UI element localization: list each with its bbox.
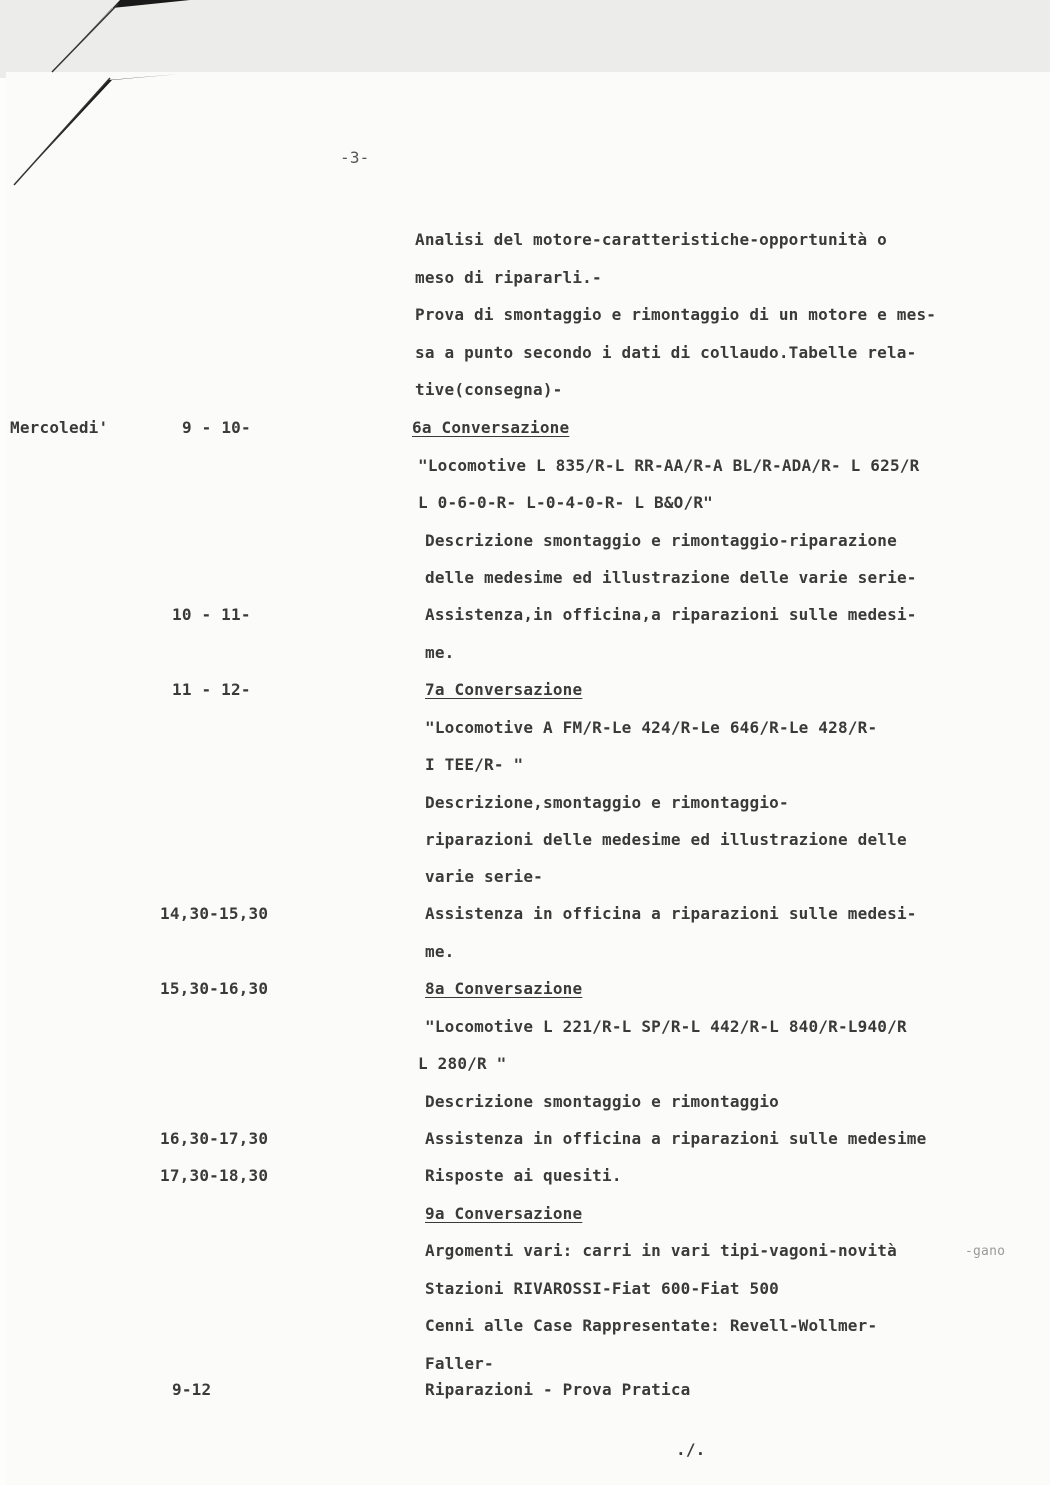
intro-line: Analisi del motore-caratteristiche-opportunità o (415, 230, 887, 249)
intro-line: Prova di smontaggio e rimontaggio di un motore e mes- (415, 305, 937, 324)
conversation-line: L 280/R " (418, 1054, 507, 1073)
time-slot: 17,30-18,30 (160, 1166, 269, 1185)
conversation-line: "Locomotive L 221/R-L SP/R-L 442/R-L 840/R-L940/R (425, 1017, 907, 1036)
assistance-line: Assistenza in officina a riparazioni sulle medesi- (425, 904, 917, 923)
conversation-heading: 7a Conversazione (425, 680, 583, 699)
conversation-line: "Locomotive A FM/R-Le 424/R-Le 646/R-Le 428/R- (425, 718, 878, 737)
answers-line: Risposte ai quesiti. (425, 1166, 622, 1185)
conversation-line: Cenni alle Case Rappresentate: Revell-Wollmer- (425, 1316, 878, 1335)
intro-line: sa a punto secondo i dati di collaudo.Tabelle rela- (415, 343, 917, 362)
conversation-line: Faller- (425, 1354, 494, 1373)
assistance-line: me. (425, 643, 455, 662)
conversation-line: Argomenti vari: carri in vari tipi-vagoni-novità (425, 1241, 897, 1260)
day-label: Mercoledi' (10, 418, 109, 437)
page-number: -3- (340, 148, 370, 167)
time-slot: 10 - 11- (172, 605, 251, 624)
conversation-heading: 9a Conversazione (425, 1204, 583, 1223)
time-slot: 15,30-16,30 (160, 979, 269, 998)
conversation-line: Stazioni RIVAROSSI-Fiat 600-Fiat 500 (425, 1279, 779, 1298)
conversation-heading: 8a Conversazione (425, 979, 583, 998)
conversation-heading: 6a Conversazione (412, 418, 570, 437)
conversation-line: Descrizione smontaggio e rimontaggio (425, 1092, 779, 1111)
margin-note: -gano (965, 1244, 1006, 1259)
assistance-line: Assistenza in officina a riparazioni sulle medesime (425, 1129, 927, 1148)
time-slot: 9-12 (172, 1380, 212, 1399)
end-mark: ./. (676, 1440, 706, 1459)
conversation-line: riparazioni delle medesime ed illustrazione delle (425, 830, 907, 849)
conversation-line: L 0-6-0-R- L-0-4-0-R- L B&O/R" (418, 493, 713, 512)
time-slot: 14,30-15,30 (160, 904, 269, 923)
page-fold-marks (0, 0, 260, 200)
time-slot: 16,30-17,30 (160, 1129, 269, 1148)
conversation-line: "Locomotive L 835/R-L RR-AA/R-A BL/R-ADA/R- L 625/R (418, 456, 920, 475)
final-line: Riparazioni - Prova Pratica (425, 1380, 691, 1399)
intro-line: meso di ripararli.- (415, 268, 602, 287)
conversation-line: delle medesime ed illustrazione delle varie serie- (425, 568, 917, 587)
conversation-line: Descrizione smontaggio e rimontaggio-riparazione (425, 531, 897, 550)
intro-line: tive(consegna)- (415, 380, 563, 399)
time-slot: 11 - 12- (172, 680, 251, 699)
time-slot: 9 - 10- (182, 418, 251, 437)
conversation-line: I TEE/R- " (425, 755, 524, 774)
assistance-line: Assistenza,in officina,a riparazioni sulle medesi- (425, 605, 917, 624)
conversation-line: Descrizione,smontaggio e rimontaggio- (425, 793, 789, 812)
conversation-line: varie serie- (425, 867, 543, 886)
assistance-line: me. (425, 942, 455, 961)
